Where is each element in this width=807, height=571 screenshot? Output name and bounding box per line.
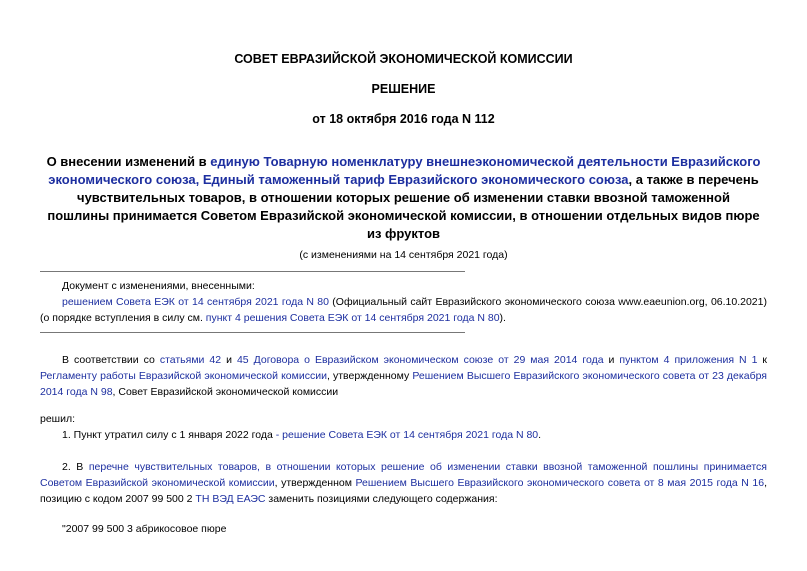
item-1 bbox=[40, 427, 767, 443]
item-2-text-3: , позицию с кодом 2007 99 500 2 bbox=[40, 477, 767, 505]
link-supreme-council-decision-16[interactable]: Решением Высшего Евразийского экономического совета от 8 мая 2015 года N 16 bbox=[355, 477, 765, 489]
link-commission-regulations[interactable]: Регламенту работы Евразийской экономической комиссии bbox=[40, 370, 327, 382]
preamble-text-4: к bbox=[757, 354, 768, 366]
item-2 bbox=[40, 459, 767, 507]
item-2-text-1: 2. В bbox=[62, 461, 89, 473]
title-link-tn-ved[interactable]: единую Товарную номенклатуру внешнеэкономической деятельности Евразийского экономического союза, Единый таможенный тариф Евразийского экономического союза bbox=[48, 154, 761, 187]
link-annex-1-item-4[interactable]: пунктом 4 приложения N 1 bbox=[619, 354, 758, 366]
decided-label: решил: bbox=[40, 413, 76, 425]
document-title bbox=[45, 153, 762, 243]
link-article-45-treaty[interactable]: 45 Договора о Евразийском экономическом союзе от 29 мая 2014 года bbox=[236, 354, 604, 366]
amendments-text-2: ). bbox=[499, 312, 506, 324]
amendments-block bbox=[40, 278, 767, 326]
link-decision-80-item4[interactable]: пункт 4 решения Совета ЕЭК от 14 сентября 2021 года N 80 bbox=[205, 312, 500, 324]
link-decision-80[interactable]: решением Совета ЕЭК от 14 сентября 2021 года N 80 bbox=[62, 296, 329, 308]
preamble-text-5: , утвержденному bbox=[326, 370, 413, 382]
amendments-intro: Документ с изменениями, внесенными: bbox=[62, 280, 255, 292]
link-item-1-decision-80[interactable]: - решение Совета ЕЭК от 14 сентября 2021 года N 80 bbox=[275, 429, 539, 441]
title-text-1: О внесении изменений в bbox=[46, 154, 211, 169]
preamble bbox=[40, 352, 767, 400]
preamble-text-3: и bbox=[603, 354, 620, 366]
amendments-text-1: (Официальный сайт Евразийского экономического союза www.eaeunion.org, 06.10.2021) (о порядке вступления в силу см. bbox=[40, 296, 767, 324]
divider-bottom bbox=[40, 332, 465, 333]
changes-note: (с изменениями на 14 сентября 2021 года) bbox=[299, 249, 508, 261]
issuing-body: СОВЕТ ЕВРАЗИЙСКОЙ ЭКОНОМИЧЕСКОЙ КОМИССИИ bbox=[234, 52, 573, 66]
item-2-text-2: , утвержденном bbox=[274, 477, 356, 489]
item-1-text-2: . bbox=[538, 429, 542, 441]
link-sensitive-goods-list[interactable]: перечне чувствительных товаров, в отношении которых решение об изменении ставки ввозной таможенной пошлины принимается Советом Евразийской экономической комиссии bbox=[40, 461, 767, 489]
preamble-text-6: , Совет Евразийской экономической комиссии bbox=[112, 386, 339, 398]
preamble-text-1: В соответствии со bbox=[62, 354, 160, 366]
position-apricot-puree: "2007 99 500 3 абрикосовое пюре bbox=[62, 523, 227, 535]
item-2-text-4: заменить позициями следующего содержания: bbox=[265, 493, 498, 505]
link-article-42[interactable]: статьями 42 bbox=[159, 354, 222, 366]
item-1-text-1: 1. Пункт утратил силу с 1 января 2022 года bbox=[62, 429, 276, 441]
preamble-text-2: и bbox=[221, 354, 237, 366]
divider-top bbox=[40, 271, 465, 272]
amendments-entry bbox=[40, 294, 767, 326]
link-supreme-council-decision-98[interactable]: Решением Высшего Евразийского экономического совета от 23 декабря 2014 года N 98 bbox=[40, 370, 767, 398]
title-text-2: , а также в перечень чувствительных товаров, в отношении которых решение об изменении ставки ввозной таможенной пошлины принимается Советом Евразийской экономической комиссии, в отношении отдельных видов пюре из фруктов bbox=[47, 172, 760, 241]
document-date: от 18 октября 2016 года N 112 bbox=[312, 112, 495, 126]
document-type: РЕШЕНИЕ bbox=[371, 82, 436, 96]
link-tn-ved-eaeu[interactable]: ТН ВЭД ЕАЭС bbox=[195, 493, 266, 505]
